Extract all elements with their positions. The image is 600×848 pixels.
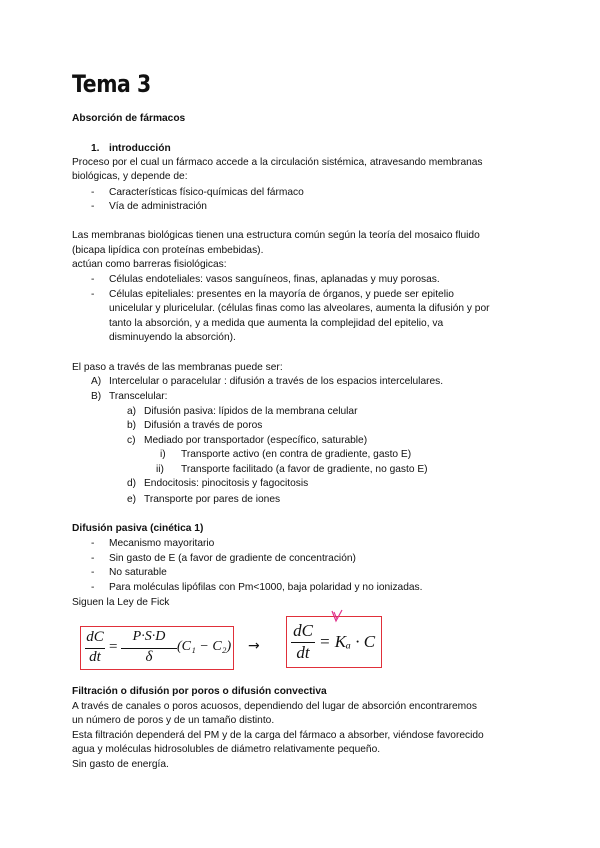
filtracion-line: un número de poros y de un tamaño distinto. [72,715,275,726]
arrow-icon: → [248,638,260,654]
filtracion-line: Sin gasto de energía. [72,759,169,770]
paso-subitem: Transporte por pares de iones [144,494,281,505]
filtracion-line: A través de canales o poros acuosos, dependiendo del lugar de absorción encontraremos [72,701,477,712]
paso-subsubitem: Transporte activo (en contra de gradiente, gasto E) [181,449,412,460]
filtracion-line: agua y moléculas hidrosolubles de diámetro relativamente pequeño. [72,744,381,755]
bullet-dash: - [91,567,95,578]
list-marker: a) [127,406,137,417]
membranes-bullet-cont: tanto la absorción, y a medida que aumenta la complejidad del epitelio, va [109,318,444,329]
list-marker: c) [127,435,136,446]
intro-heading: introducción [109,143,171,154]
paso-subitem: Endocitosis: pinocitosis y fagocitosis [144,478,309,489]
filtracion-heading: Filtración o difusión por poros o difusión convectiva [72,686,327,697]
membranes-line: actúan como barreras fisiológicas: [72,259,227,270]
paso-subitem: Difusión a través de poros [144,420,263,431]
handwritten-check-mark [330,609,344,625]
paso-subsubitem: Transporte facilitado (a favor de gradiente, no gasto E) [181,464,428,475]
membranes-bullet: Células epiteliales: presentes en la mayoría de órganos, y puede ser epitelio [109,289,454,300]
membranes-bullet-cont: unicelular y pluricelular. (células finas como las alveolares, aumenta la difusión y por [109,303,490,314]
difusion-bullet: Sin gasto de E (a favor de gradiente de concentración) [109,553,356,564]
list-marker: b) [127,420,137,431]
difusion-heading: Difusión pasiva (cinética 1) [72,523,204,534]
intro-paragraph-line: biológicas, y depende de: [72,171,188,182]
list-marker: d) [127,478,137,489]
membranes-bullet-cont: disminuyendo la absorción). [109,332,236,343]
membranes-line: Las membranas biológicas tienen una estructura común según la teoría del mosaico fluido [72,230,480,241]
section-heading: Absorción de fármacos [72,113,186,124]
fick-formula-box [80,626,234,670]
bullet-dash: - [91,538,95,549]
formula-rhs-den: δ [145,649,153,665]
list-marker: e) [127,494,137,505]
page-title: Tema 3 [72,70,151,98]
difusion-bullet: Para moléculas lipófilas con Pm<1000, baja polaridad y no ionizadas. [109,582,423,593]
intro-bullet: Vía de administración [109,201,207,212]
formula2-lhs-den: dt [296,643,310,662]
formula-lhs-den: dt [89,649,101,665]
paso-intro: El paso a través de las membranas puede ser: [72,362,283,373]
paso-item: Transcelular: [109,391,168,402]
formula2-lhs-num: dC [293,621,313,640]
list-marker: A) [91,376,102,387]
list-marker: i) [160,449,166,460]
paso-subitem: Mediado por transportador (específico, saturable) [144,435,368,446]
difusion-bullet: No saturable [109,567,167,578]
bullet-dash: - [91,274,95,285]
formula-equals: = [109,639,118,655]
formula-lhs-num: dC [86,629,104,645]
bullet-dash: - [91,553,95,564]
formula-rhs-num: P·S·D [132,629,166,644]
fick-line: Siguen la Ley de Fick [72,597,170,608]
paso-subitem: Difusión pasiva: lípidos de la membrana celular [144,406,358,417]
bullet-dash: - [91,201,95,212]
formula-concentration-diff: (C₁ − C₂) [177,639,232,654]
membranes-line: (bicapa lipídica con proteínas embebidas). [72,245,264,256]
intro-paragraph-line: Proceso por el cual un fármaco accede a la circulación sistémica, atravesando membranas [72,157,483,168]
paso-item: Intercelular o paracelular : difusión a través de los espacios intercelulares. [109,376,444,387]
list-marker: ii) [156,464,164,475]
intro-heading-number: 1. [91,143,100,154]
bullet-dash: - [91,582,95,593]
intro-bullet: Características físico-químicas del fármaco [109,187,304,198]
bullet-dash: - [91,187,95,198]
membranes-bullet: Células endoteliales: vasos sanguíneos, finas, aplanadas y muy porosas. [109,274,440,285]
list-marker: B) [91,391,102,402]
formula2-rhs: = Kₐ · C [319,632,376,651]
difusion-bullet: Mecanismo mayoritario [109,538,215,549]
filtracion-line: Esta filtración dependerá del PM y de la carga del fármaco a absorber, viéndose favorecido [72,730,484,741]
bullet-dash: - [91,289,95,300]
